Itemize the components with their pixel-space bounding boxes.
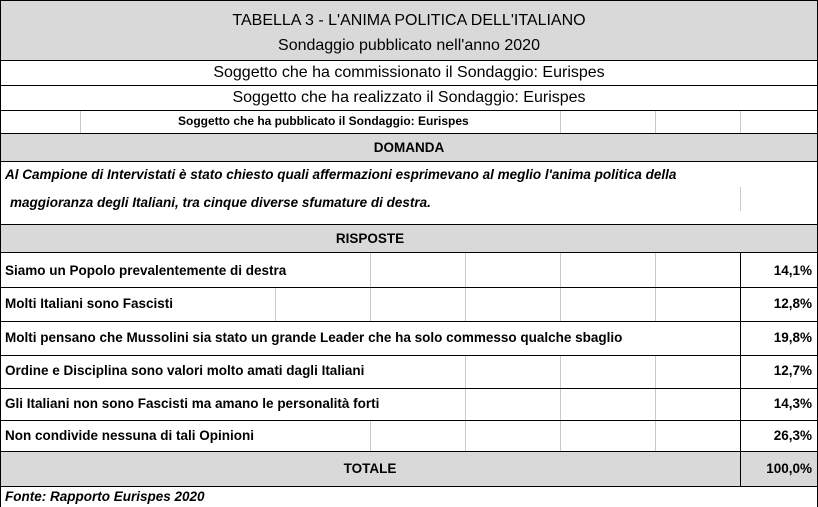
domanda-label: DOMANDA [373,140,445,155]
question-line-1: Al Campione di Intervistati è stato chiesto quali affermazioni esprimevano al meglio l'anima politica della [5,167,677,182]
source-note: Fonte: Rapporto Eurispes 2020 [5,489,205,504]
published-by: Soggetto che ha pubblicato il Sondaggio: Eurispes [178,114,469,128]
table-title: TABELLA 3 - L'ANIMA POLITICA DELL'ITALIANO [232,12,586,29]
totale-value: 100,0% [766,461,812,476]
answer-value-3: 19,8% [773,330,812,345]
question-line-2: maggioranza degli Italiani, tra cinque diverse sfumature di destra. [10,195,431,210]
risposte-label: RISPOSTE [335,231,405,246]
answer-text-4: Ordine e Disciplina sono valori molto amati dagli Italiani [5,363,365,378]
answer-text-6: Non condivide nessuna di tali Opinioni [5,428,255,443]
realized-by: Soggetto che ha realizzato il Sondaggio: Eurispes [232,89,586,106]
answer-value-2: 12,8% [773,296,812,311]
answer-text-5: Gli Italiani non sono Fascisti ma amano le personalità forti [5,396,380,411]
commissioned-by: Soggetto che ha commissionato il Sondaggio: Eurispes [213,64,605,81]
answer-text-1: Siamo un Popolo prevalentemente di destra [5,263,287,278]
answer-value-5: 14,3% [773,396,812,411]
totale-label: TOTALE [343,461,397,476]
answer-text-3: Molti pensano che Mussolini sia stato un grande Leader che ha solo commesso qualche sbaglio [5,330,623,345]
table-subtitle: Sondaggio pubblicato nell'anno 2020 [278,37,540,54]
answer-value-6: 26,3% [773,428,812,443]
answer-value-1: 14,1% [773,263,812,278]
answer-text-2: Molti Italiani sono Fascisti [5,296,174,311]
answer-value-4: 12,7% [773,363,812,378]
